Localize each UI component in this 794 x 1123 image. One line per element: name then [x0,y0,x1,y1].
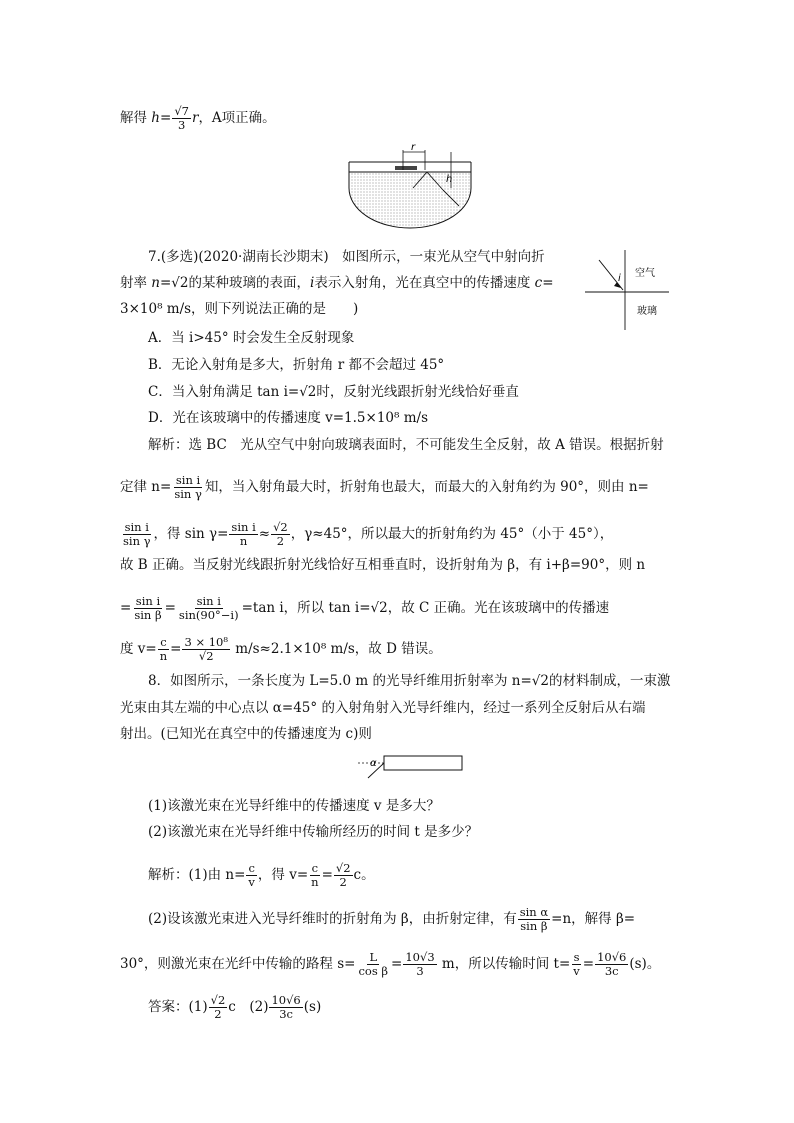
text: 答案：(1) [148,999,208,1015]
denominator: sin β [134,608,162,622]
air-label: 空气 [635,268,655,279]
fraction [177,595,241,622]
text: = [170,641,182,657]
numerator: 10√3 [405,950,435,964]
text: 度 v= [120,641,157,657]
denominator: n [159,649,168,663]
q8-answer [148,994,321,1021]
text: ，γ≈45°，所以最大的折射角约为 45°（小于 45°）， [290,526,614,542]
fraction [334,862,353,889]
fraction [121,521,153,548]
text: 表示入射角，光在真空中的传播速度 [314,275,535,291]
depth-label: h [446,174,453,185]
text: m，所以传输时间 t= [437,956,571,972]
text: c [534,275,543,291]
fraction [309,862,320,889]
numerator: 10√6 [271,993,301,1007]
result-line [120,105,276,132]
numerator: √2 [273,520,288,534]
q8-stem-line1: 8．如图所示，一条长度为 L=5.0 m 的光导纤维用折射率为 n=√2的材料制成，一束激 [148,673,671,689]
text: r [191,110,199,126]
q8-stem-line2: 光束由其左端的中心点以 α=45° 的入射角射入光导纤维内，经过一系列全反射后从右端 [120,700,646,716]
fraction [158,636,169,663]
denominator: sin γ [123,534,151,548]
text: ≈ [258,526,271,542]
numerator: sin α [519,905,549,919]
text: = [164,600,176,616]
numerator: sin i [196,594,221,608]
numerator: s [573,950,580,964]
text: 知，当入射角最大时，折射角也最大，而最大的入射角约为 90°，则由 n= [204,479,649,495]
text: = [120,600,132,616]
numerator: c [160,635,167,649]
numerator: sin i [231,520,256,534]
q7-solution-line5 [120,595,609,622]
text: (2)设该激光束进入光导纤维时的折射角为 β，由折射定律，有 [148,911,517,927]
numerator: √2 [210,993,226,1007]
denominator: sin(90°−i) [178,608,239,622]
text: 定律 n= [120,479,172,495]
q7-solution-line3 [120,521,613,548]
text: = [321,867,333,883]
text: m/s≈2.1×10⁸ m/s，故 D 错误。 [230,641,442,657]
fraction [271,521,290,548]
text: 解析：(1)由 n= [148,867,246,883]
text: ，得 sin γ= [153,526,229,542]
numerator: c [311,861,319,875]
text: 射率 [120,275,152,291]
numerator: sin i [175,473,201,487]
bowl-diagram [345,140,475,235]
denominator: 3 [177,118,186,132]
radius-label: r [410,142,416,153]
q7-option-c: C．当入射角满足 tan i=√2时，反射光线跟折射光线恰好垂直 [148,384,519,400]
denominator: 2 [276,534,285,548]
q8-solution-line1 [148,862,375,889]
text: = [160,110,172,126]
q8-solution-line3 [120,951,660,978]
text: ，得 v= [257,867,309,883]
refraction-diagram [585,248,675,333]
numerator: L [369,950,378,964]
q7-solution-line6 [120,636,442,663]
fraction [403,951,436,978]
q7-option-a: A．当 i>45° 时会发生全反射现象 [148,330,355,346]
denominator: v [248,875,255,889]
q7-stem-line2 [120,274,554,292]
fraction [356,951,390,978]
denominator: 3 [416,964,424,978]
q7-stem-line3: 3×10⁸ m/s，则下列说法正确的是 ) [120,301,359,317]
q7-solution-line4: 故 B 正确。当反射光线跟折射光线恰好互相垂直时，设折射角为 β，有 i+β=90°，则 n [120,557,646,573]
text: =n，解得 β= [551,911,636,927]
text: i [310,275,315,291]
q7-option-b: B．无论入射角是多大，折射角 r 都不会超过 45° [148,357,445,373]
numerator: 10√6 [597,950,627,964]
q7-option-d: D．光在该玻璃中的传播速度 v=1.5×10⁸ m/s [148,410,428,426]
q8-sub1: (1)该激光束在光导纤维中的传播速度 v 是多大？ [148,798,440,814]
denominator: 3c [279,1007,293,1021]
q7-solution-line2 [120,474,649,501]
denominator: sin β [520,919,548,933]
fraction [571,951,582,978]
numerator: sin i [124,520,149,534]
denominator: 3c [604,964,619,978]
fraction [172,105,191,132]
fraction [595,951,628,978]
text: =tan i，所以 tan i=√2，故 C 正确。光在该玻璃中的传播速 [241,600,610,616]
text: c。 [353,867,375,883]
q8-sub2: (2)该激光束在光导纤维中传输所经历的时间 t 是多少？ [148,824,479,840]
text: = [582,956,595,972]
denominator: sin γ [174,487,202,501]
numerator: √7 [174,104,189,118]
fraction [132,595,163,622]
alpha-label: α [370,758,377,769]
numerator: 3 × 10⁸ [184,635,228,649]
denominator: 2 [214,1007,222,1021]
text: 的某种玻璃的表面， [188,275,311,291]
q8-solution-line2 [148,906,635,933]
fraction [246,862,257,889]
fiber-body [384,756,462,770]
q7-solution-line1: 解析：选 BC 光从空气中射向玻璃表面时，不可能发生全反射，故 A 错误。根据折射 [148,437,664,453]
q7-stem-line1: 7.(多选)(2020·湖南长沙期末) 如图所示，一束光从空气中射向折 [148,249,545,265]
q8-stem-line3: 射出。(已知光在真空中的传播速度为 c)则 [120,726,372,742]
fraction [209,994,228,1021]
fraction [172,474,204,501]
fraction [229,521,257,548]
fraction [182,636,230,663]
numerator: c [248,861,255,875]
text: n [151,275,160,291]
text: = [542,275,554,291]
denominator: v [573,964,580,978]
denominator: n [239,534,248,548]
text: c (2) [228,999,269,1015]
denominator: 2 [339,875,347,889]
incidence-angle-label: i [618,273,621,284]
text: 解得 [120,110,152,126]
text: =√2 [160,275,189,291]
text: 30°，则激光束在光纤中传输的路程 s= [120,956,356,972]
denominator: √2 [198,649,214,663]
text: (s) [303,999,322,1015]
numerator: sin i [135,594,161,608]
text: h [151,110,160,126]
text: = [391,956,403,972]
optical-fiber-diagram [338,752,468,784]
denominator: cos β [358,964,389,978]
fraction [518,906,550,933]
text: (s)。 [629,956,661,972]
glass-label: 玻璃 [637,306,657,317]
text: ，A项正确。 [198,110,276,126]
denominator: n [311,875,319,889]
numerator: √2 [335,861,351,875]
fraction [269,994,302,1021]
